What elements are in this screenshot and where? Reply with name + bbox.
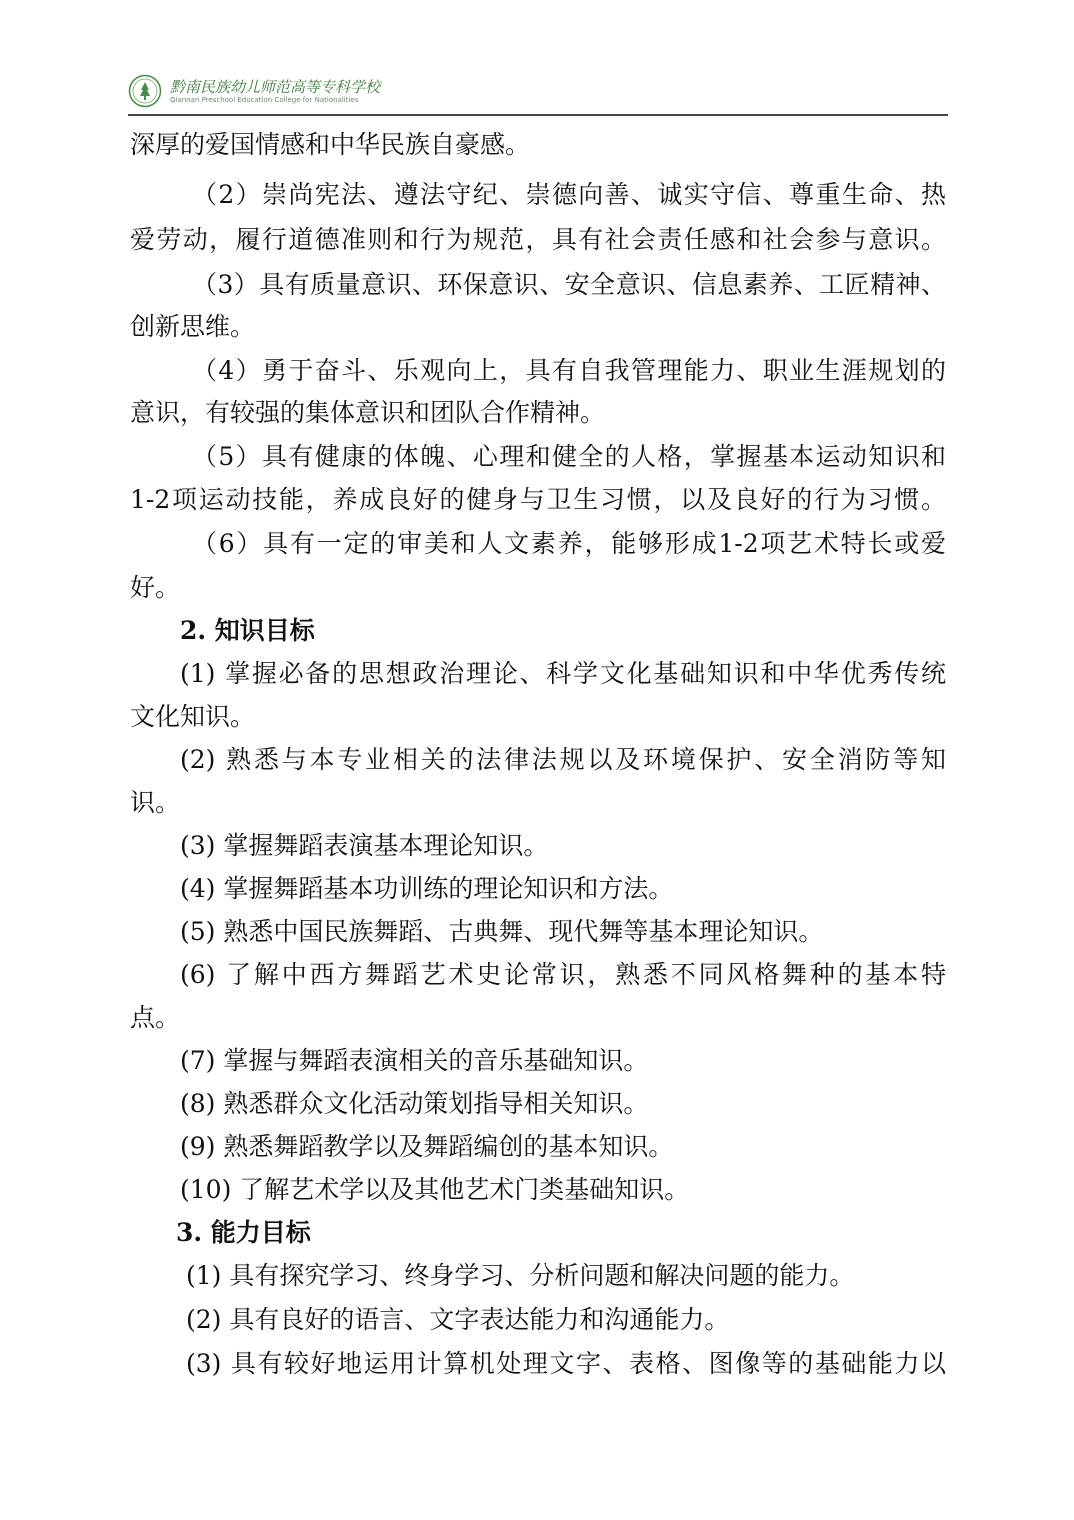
text-line: 深厚的爱国情感和中华民族自豪感。 xyxy=(130,130,531,159)
text-line: 爱劳动，履行道德准则和行为规范，具有社会责任感和社会参与意识。 xyxy=(130,225,946,254)
text-line: (3) 掌握舞蹈表演基本理论知识。 xyxy=(180,831,549,860)
section-heading: 3. 能力目标 xyxy=(176,1218,311,1247)
section-heading: 2. 知识目标 xyxy=(180,616,315,645)
page-header xyxy=(128,74,948,114)
text-line: (8) 熟悉群众文化活动策划指导相关知识。 xyxy=(180,1089,649,1118)
text-line: （5）具有健康的体魄、心理和健全的人格，掌握基本运动知识和 xyxy=(192,442,946,471)
text-line: 识。 xyxy=(130,788,181,817)
school-name: 黔南民族幼儿师范高等专科学校 xyxy=(170,78,381,96)
text-line: (4) 掌握舞蹈基本功训练的理论知识和方法。 xyxy=(180,874,674,903)
text-line: (9) 熟悉舞蹈教学以及舞蹈编创的基本知识。 xyxy=(180,1132,674,1161)
text-line: (6) 了解中西方舞蹈艺术史论常识，熟悉不同风格舞种的基本特 xyxy=(180,960,946,989)
text-line: 文化知识。 xyxy=(130,702,256,731)
text-line: (10) 了解艺术学以及其他艺术门类基础知识。 xyxy=(180,1175,690,1204)
text-line: 1-2项运动技能，养成良好的健身与卫生习惯，以及良好的行为习惯。 xyxy=(130,485,946,514)
school-logo-icon xyxy=(128,74,162,108)
text-line: （2）崇尚宪法、遵法守纪、崇德向善、诚实守信、尊重生命、热 xyxy=(192,180,946,209)
text-line: (2) 具有良好的语言、文字表达能力和沟通能力。 xyxy=(186,1305,730,1334)
text-line: （6）具有一定的审美和人文素养，能够形成1-2项艺术特长或爱 xyxy=(192,529,946,558)
text-line: (5) 熟悉中国民族舞蹈、古典舞、现代舞等基本理论知识。 xyxy=(180,917,824,946)
text-line: （3）具有质量意识、环保意识、安全意识、信息素养、工匠精神、 xyxy=(192,270,946,299)
text-line: (1) 具有探究学习、终身学习、分析问题和解决问题的能力。 xyxy=(186,1261,855,1290)
text-line: (7) 掌握与舞蹈表演相关的音乐基础知识。 xyxy=(180,1046,649,1075)
text-line: (2) 熟悉与本专业相关的法律法规以及环境保护、安全消防等知 xyxy=(180,745,946,774)
text-line: (3) 具有较好地运用计算机处理文字、表格、图像等的基础能力以 xyxy=(186,1349,946,1378)
text-line: 意识，有较强的集体意识和团队合作精神。 xyxy=(130,398,606,427)
text-line: 好。 xyxy=(130,573,181,602)
school-name-en: Qiannan Preschool Education College for Nationalities xyxy=(170,96,359,104)
text-line: （4）勇于奋斗、乐观向上，具有自我管理能力、职业生涯规划的 xyxy=(192,356,946,385)
text-line: 点。 xyxy=(130,1003,181,1032)
header-divider xyxy=(128,114,948,116)
text-line: 创新思维。 xyxy=(130,312,256,341)
text-line: (1) 掌握必备的思想政治理论、科学文化基础知识和中华优秀传统 xyxy=(180,659,946,688)
